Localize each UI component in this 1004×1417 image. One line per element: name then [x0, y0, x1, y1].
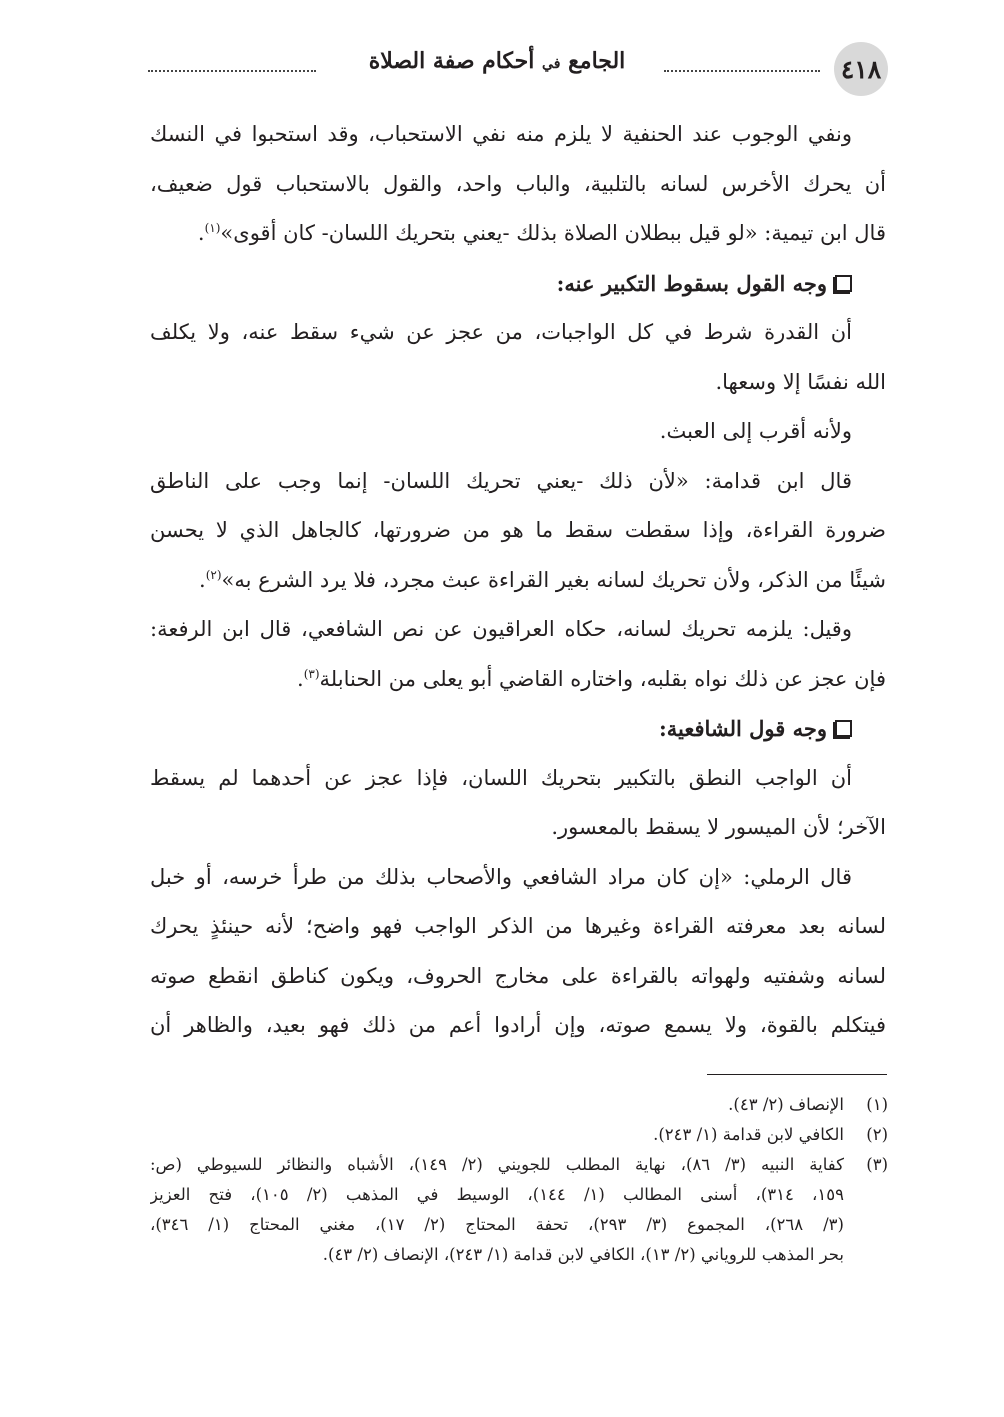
footnotes	[150, 1090, 888, 1270]
text-line-content: شيئًا من الذكر، ولأن تحريك لسانه بغير القراءة عبث مجرد، فلا يرد الشرع به»	[221, 567, 886, 592]
text-line: أن يحرك الأخرس لسانه بالتلبية، والباب واحد، والقول بالاستحباب قول ضعيف،	[150, 171, 886, 196]
text-line: وقيل: يلزمه تحريك لسانه، حكاه العراقيون عن نص الشافعي، قال ابن الرفعة:	[150, 617, 852, 641]
footnote-body	[150, 1120, 844, 1150]
footnote-line: الإنصاف (٢/ ٤٣).	[728, 1095, 844, 1114]
text-line: أن الواجب النطق بالتكبير بتحريك اللسان، فإذا عجز عن أحدهما لم يسقط	[150, 765, 852, 790]
running-title-part1: الجامع	[568, 48, 626, 74]
footnote-ref: (٢)	[205, 567, 222, 582]
page-header	[146, 42, 888, 98]
sentence-period: .	[297, 666, 304, 691]
footnote-number: (٢)	[866, 1125, 888, 1144]
footnote	[150, 1120, 888, 1150]
footnote	[150, 1150, 888, 1270]
text-line: ضرورة القراءة، وإذا سقطت سقط ما هو من ضرورتها، كالجاهل الذي لا يحسن	[150, 518, 886, 542]
text-line: الآخر؛ لأن الميسور لا يسقط بالمعسور.	[551, 815, 886, 839]
checkbox-icon	[835, 720, 852, 737]
text-line: أن القدرة شرط في كل الواجبات، من عجز عن شيء سقط عنه، ولا يكلف	[150, 320, 852, 344]
sentence-period: .	[197, 221, 205, 245]
text-line	[150, 209, 886, 259]
text-line-content: فإن عجز عن ذلك نواه بقلبه، واختاره القاضي أبو يعلى من الحنابلة	[319, 666, 886, 691]
text-line	[150, 655, 886, 705]
footnote-number: (١)	[866, 1095, 888, 1114]
sentence-period: .	[199, 567, 206, 592]
footnote-line: كفاية النبيه (٣/ ٨٦)، نهاية المطلب للجويني (٢/ ١٤٩)، الأشباه والنظائر للسيوطي (ص:	[150, 1155, 844, 1174]
main-text	[150, 110, 886, 1051]
section-heading	[150, 704, 886, 754]
section-heading	[150, 259, 886, 309]
text-line: قال ابن قدامة: «لأن ذلك -يعني تحريك اللسان- إنما وجب على الناطق	[150, 468, 852, 493]
footnote-number: (٣)	[866, 1155, 888, 1174]
text-line: لسانه وشفتيه ولهواته بالقراءة على مخارج الحروف، ويكون كناطق انقطع صوته	[150, 963, 886, 988]
running-title-part2: أحكام صفة الصلاة	[368, 48, 535, 74]
footnote-line: ١٥٩، ٣١٤)، أسنى المطالب (١/ ١٤٤)، الوسيط في المذهب (٢/ ١٠٥)، فتح العزيز	[150, 1185, 844, 1204]
running-title	[342, 48, 652, 74]
page-number: ٤١٨	[834, 42, 888, 96]
section-heading-text: وجه قول الشافعية:	[658, 716, 827, 741]
checkbox-icon	[835, 275, 852, 292]
running-title-small: في	[542, 56, 561, 72]
footnote-body	[150, 1150, 844, 1270]
text-line: لسانه بعد معرفته القراءة وغيرها من الذكر الواجب فهو واضح؛ لأنه حينئذٍ يحرك	[150, 914, 886, 938]
footnote-ref: (١)	[204, 221, 221, 235]
footnote-separator	[707, 1074, 887, 1075]
footnote-body	[150, 1090, 844, 1120]
header-dotted-rule-right	[664, 70, 820, 72]
footnote-ref: (٣)	[303, 666, 320, 681]
footnote	[150, 1090, 888, 1120]
text-line: قال الرملي: «إن كان مراد الشافعي والأصحاب بذلك من طرأ خرسه، أو خبل	[150, 864, 852, 889]
text-line	[150, 556, 886, 606]
footnote-line: الكافي لابن قدامة (١/ ٢٤٣).	[653, 1125, 844, 1144]
text-line: الله نفسًا إلا وسعها.	[715, 369, 886, 394]
text-line: ولأنه أقرب إلى العبث.	[659, 419, 852, 443]
footnote-line: بحر المذهب للروياني (٢/ ١٣)، الكافي لابن قدامة (١/ ٢٤٣)، الإنصاف (٢/ ٤٣).	[322, 1245, 844, 1264]
text-line: ونفي الوجوب عند الحنفية لا يلزم منه نفي الاستحباب، وقد استحبوا في النسك	[150, 122, 852, 146]
text-line: فيتكلم بالقوة، ولا يسمع صوته، وإن أرادوا أعم من ذلك فهو بعيد، والظاهر أن	[150, 1013, 886, 1037]
footnote-line: (٣/ ٢٦٨)، المجموع (٣/ ٢٩٣)، تحفة المحتاج (٢/ ١٧)، مغني المحتاج (١/ ٣٤٦)،	[150, 1215, 844, 1234]
header-dotted-rule-left	[148, 70, 316, 72]
text-line-content: قال ابن تيمية: «لو قيل ببطلان الصلاة بذلك -يعني بتحريك اللسان- كان أقوى»	[220, 221, 886, 245]
section-heading-text: وجه القول بسقوط التكبير عنه:	[556, 270, 827, 296]
